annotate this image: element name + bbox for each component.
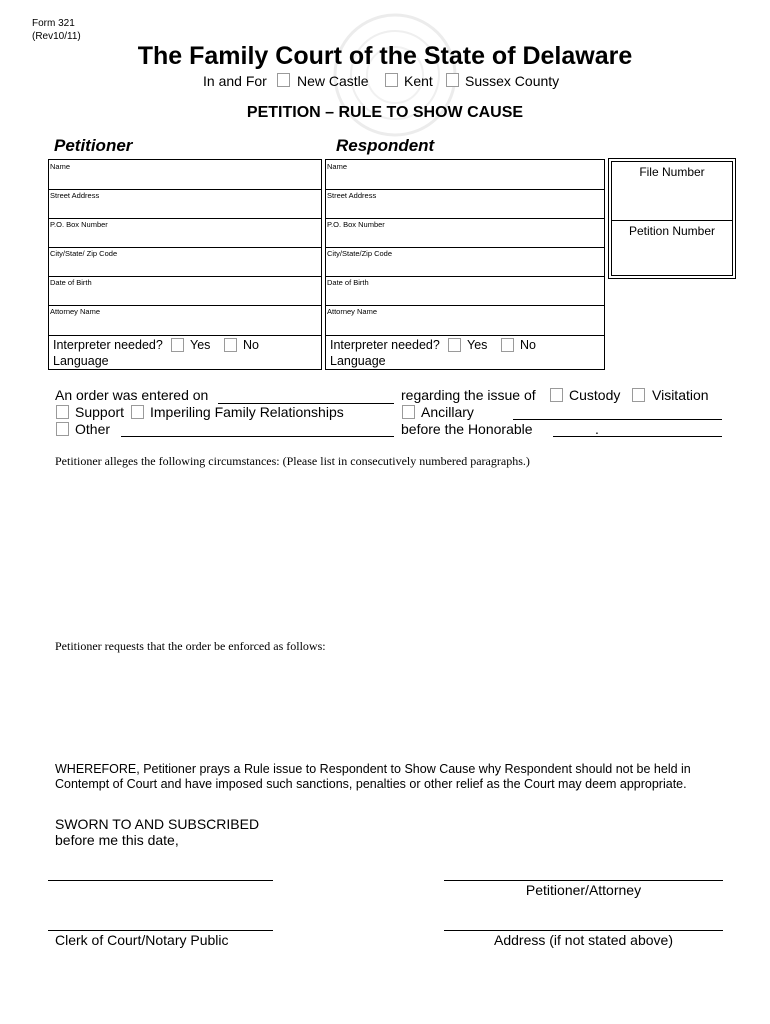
sworn-line-1: SWORN TO AND SUBSCRIBED	[55, 816, 260, 832]
petitioner-interpreter-label: Interpreter needed?	[53, 338, 163, 352]
sussex-label: Sussex County	[465, 73, 560, 89]
visitation-checkbox[interactable]	[632, 388, 645, 402]
custody-label: Custody	[569, 387, 621, 403]
file-number-label: File Number	[639, 165, 705, 179]
regarding-issue-label: regarding the issue of	[401, 387, 536, 403]
petitioner-attorney-label: Attorney Name	[50, 307, 101, 316]
respondent-interpreter-label: Interpreter needed?	[330, 338, 440, 352]
respondent-interpreter-no-label: No	[520, 338, 536, 352]
kent-checkbox[interactable]	[385, 73, 398, 87]
respondent-name-label: Name	[327, 162, 348, 171]
petitioner-name-field[interactable]	[49, 160, 321, 190]
form-number: Form 321	[32, 18, 75, 29]
respondent-street-field[interactable]	[326, 189, 604, 219]
ancillary-line[interactable]	[513, 419, 722, 420]
petitioner-interpreter-yes-checkbox[interactable]	[171, 338, 184, 352]
ancillary-checkbox[interactable]	[402, 405, 415, 419]
respondent-city-label: City/State/Zip Code	[327, 249, 393, 258]
order-entered-label: An order was entered on	[55, 387, 209, 403]
respondent-info-box	[325, 159, 605, 370]
requests-textarea[interactable]	[55, 657, 723, 752]
petitioner-city-label: City/State/ Zip Code	[50, 249, 118, 258]
clerk-signature-line[interactable]	[48, 930, 273, 931]
address-caption: Address (if not stated above)	[494, 932, 673, 948]
respondent-attorney-label: Attorney Name	[327, 307, 378, 316]
petitioner-interpreter-row	[49, 336, 321, 370]
new-castle-checkbox[interactable]	[277, 73, 290, 87]
new-castle-label: New Castle	[297, 73, 369, 89]
respondent-city-field[interactable]	[326, 247, 604, 277]
respondent-dob-field[interactable]	[326, 276, 604, 306]
petitioner-language-label: Language	[53, 354, 109, 368]
court-title: The Family Court of the State of Delaware	[137, 42, 633, 70]
case-number-inner	[611, 161, 733, 276]
judge-line-period: .	[595, 421, 599, 437]
other-checkbox[interactable]	[56, 422, 69, 436]
petitioner-dob-field[interactable]	[49, 276, 321, 306]
wherefore-line-1: WHEREFORE, Petitioner prays a Rule issue to Respondent to Show Cause why Respondent should not be held in	[55, 762, 691, 776]
respondent-interpreter-yes-label: Yes	[467, 338, 488, 352]
petitioner-signature-line[interactable]	[444, 880, 723, 881]
respondent-dob-label: Date of Birth	[327, 278, 369, 287]
alleges-instruction: Petitioner alleges the following circumstances: (Please list in consecutively numbered paragraphs.)	[55, 454, 530, 468]
respondent-heading: Respondent	[336, 136, 435, 155]
before-honorable-label: before the Honorable	[401, 421, 533, 437]
petitioner-pobox-label: P.O. Box Number	[50, 220, 108, 229]
petitioner-name-label: Name	[50, 162, 71, 171]
petitioner-info-box	[48, 159, 322, 370]
sworn-line-2: before me this date,	[55, 832, 179, 848]
file-number-field[interactable]	[612, 162, 732, 221]
petitioner-street-field[interactable]	[49, 189, 321, 219]
address-line[interactable]	[444, 930, 723, 931]
petition-title: PETITION – RULE TO SHOW CAUSE	[246, 104, 524, 121]
respondent-interpreter-no-checkbox[interactable]	[501, 338, 514, 352]
petitioner-heading: Petitioner	[54, 136, 133, 155]
petitioner-pobox-field[interactable]	[49, 218, 321, 248]
support-label: Support	[75, 404, 125, 420]
petition-number-field[interactable]	[612, 221, 732, 275]
requests-instruction: Petitioner requests that the order be enforced as follows:	[55, 639, 326, 653]
other-line[interactable]	[121, 436, 394, 437]
judge-line[interactable]	[553, 436, 722, 437]
petitioner-dob-label: Date of Birth	[50, 278, 92, 287]
respondent-street-label: Street Address	[327, 191, 377, 200]
wherefore-line-2: Contempt of Court and have imposed such sanctions, penalties or other relief as the Court may deem appropriate.	[55, 777, 687, 791]
respondent-attorney-field[interactable]	[326, 305, 604, 336]
petitioner-street-label: Street Address	[50, 191, 100, 200]
form-revision: (Rev10/11)	[32, 31, 81, 42]
petitioner-attorney-field[interactable]	[49, 305, 321, 336]
clerk-caption: Clerk of Court/Notary Public	[55, 932, 229, 948]
case-number-box	[608, 158, 736, 279]
sussex-checkbox[interactable]	[446, 73, 459, 87]
respondent-language-label: Language	[330, 354, 386, 368]
alleges-textarea[interactable]	[55, 472, 723, 630]
notary-signature-line[interactable]	[48, 880, 273, 881]
petition-number-label: Petition Number	[628, 224, 716, 238]
other-label: Other	[75, 421, 111, 437]
custody-checkbox[interactable]	[550, 388, 563, 402]
kent-label: Kent	[404, 73, 433, 89]
respondent-interpreter-row	[326, 336, 604, 370]
imperiling-checkbox[interactable]	[131, 405, 144, 419]
petitioner-interpreter-no-label: No	[243, 338, 259, 352]
county-prefix: In and For	[203, 73, 267, 89]
respondent-pobox-field[interactable]	[326, 218, 604, 248]
respondent-name-field[interactable]	[326, 160, 604, 190]
petitioner-city-field[interactable]	[49, 247, 321, 277]
petitioner-interpreter-no-checkbox[interactable]	[224, 338, 237, 352]
support-checkbox[interactable]	[56, 405, 69, 419]
respondent-interpreter-yes-checkbox[interactable]	[448, 338, 461, 352]
ancillary-label: Ancillary	[421, 404, 474, 420]
imperiling-label: Imperiling Family Relationships	[150, 404, 344, 420]
visitation-label: Visitation	[652, 387, 709, 403]
respondent-pobox-label: P.O. Box Number	[327, 220, 385, 229]
petitioner-attorney-caption: Petitioner/Attorney	[525, 882, 642, 898]
petitioner-interpreter-yes-label: Yes	[190, 338, 211, 352]
